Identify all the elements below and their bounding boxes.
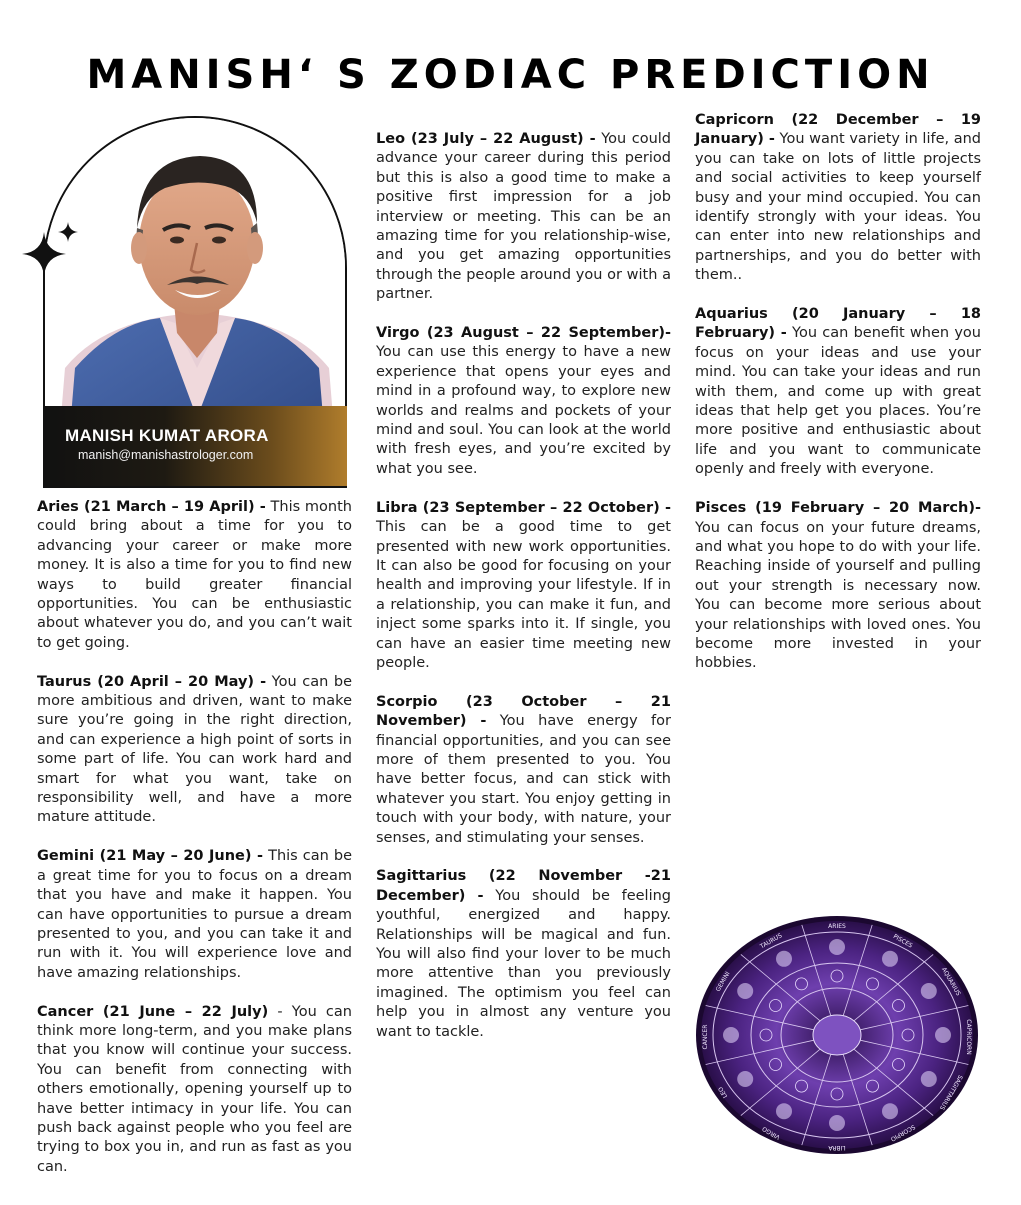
prediction-leo xyxy=(376,130,671,305)
prediction-heading: Sagittarius (22 November -21 December) - xyxy=(376,868,671,904)
prediction-heading: Aquarius (20 January – 18 February) - xyxy=(695,306,981,342)
prediction-gemini xyxy=(37,847,352,983)
page-title: MANISH‘ S ZODIAC PREDICTION xyxy=(86,52,935,98)
prediction-libra xyxy=(376,499,671,674)
prediction-heading: Virgo (23 August – 22 September)- xyxy=(376,325,671,342)
wheel-sign-figure xyxy=(921,983,937,999)
prediction-taurus xyxy=(37,673,352,828)
prediction-text: You should be feeling youthful, energized and happy. Relationships will be magical and fun. You will also find your lover to be much more attentive than you previously imagined. The optimism you feel can help you in almost any venture you want to tackle. xyxy=(376,887,671,1040)
prediction-heading: Taurus (20 April – 20 May) - xyxy=(37,673,267,690)
wheel-sign-label: AQUARIUS xyxy=(940,966,962,998)
prediction-text: You can be more ambitious and driven, want to make sure you’re going in the right direction, and can experience a high point of sorts in some part of life. You can work hard and smart for what you want, take on responsibility well, and have a more mature attitude. xyxy=(37,673,352,826)
prediction-text: You could advance your career during this period but this is also a good time to make a positive first impression for a job interview or meeting. This can be an amazing time for you relationship-wise, and you get amazing opportunities through the people around you or with a partner. xyxy=(376,131,671,303)
zodiac-wheel-icon xyxy=(695,915,979,1155)
prediction-heading: Scorpio (23 October – 21 November) - xyxy=(376,693,671,730)
wheel-sign-label: CAPRICORN xyxy=(965,1019,972,1055)
prediction-heading: Pisces (19 February – 20 March)- xyxy=(695,500,981,517)
author-email: manish@manishastrologer.com xyxy=(78,448,254,462)
wheel-sign-figure xyxy=(776,951,792,967)
wheel-sign-label: LEO xyxy=(717,1085,730,1100)
column-2 xyxy=(376,130,671,1042)
column-3 xyxy=(695,111,981,674)
wheel-sign-label: PISCES xyxy=(891,933,914,950)
prediction-aries xyxy=(37,498,352,653)
prediction-heading: Leo (23 July – 22 August) - xyxy=(376,131,596,147)
wheel-sign-label: TAURUS xyxy=(759,932,784,951)
prediction-heading: Gemini (21 May – 20 June) - xyxy=(37,848,264,865)
prediction-heading: Capricorn (22 December – 19 January) - xyxy=(695,112,981,148)
wheel-sign-figure xyxy=(776,1103,792,1119)
author-nameplate xyxy=(43,406,347,486)
wheel-sign-label: LIBRA xyxy=(828,1144,846,1151)
prediction-text: This can be a great time for you to focus on a dream that you have and make it happen. You can have opportunities to pursue a dream presented to you, and you can take it and run with it. You will experience love and have amazing relationships. xyxy=(37,848,352,981)
wheel-sign-figure xyxy=(737,1071,753,1087)
wheel-sign-label: VIRGO xyxy=(761,1124,782,1141)
wheel-sign-figure xyxy=(882,1103,898,1119)
wheel-sign-figure xyxy=(723,1027,739,1043)
prediction-text: You can focus on your future dreams, and what you hope to do with your life. Reaching inside of yourself and pulling out your strength is necessary now. You can become more serious about your relationships with loved ones. You become more invested in your hobbies. xyxy=(695,519,981,672)
prediction-heading: Libra (23 September – 22 October) - xyxy=(376,499,671,516)
prediction-text: You want variety in life, and you can take on lots of little projects and social activities to keep yourself busy and your mind occupied. You can identify strongly with your ideas. You can enter into new relationships and partnerships, and you do better with them.. xyxy=(695,131,982,284)
prediction-pisces xyxy=(695,499,981,674)
prediction-aquarius xyxy=(695,305,981,480)
wheel-sign-label: GEMINI xyxy=(714,970,732,993)
wheel-sign-label: SAGITTARIUS xyxy=(938,1073,964,1112)
wheel-sign-figure xyxy=(829,939,845,955)
wheel-sign-label: CANCER xyxy=(702,1024,709,1050)
prediction-text: This can be a good time to get presented with new work opportunities. It can also be good for focusing on your health and improving your lifestyle. If in a relationship, you can make it fun, and inject some sparks into it. If single, you can have an easier time meeting new people. xyxy=(376,519,671,671)
sparkle-icon xyxy=(58,222,78,242)
wheel-sign-label: SCORPIO xyxy=(889,1122,917,1143)
prediction-text: - You can think more long-term, and you make plans that you know will continue your success. You can benefit from connecting with others emotionally, opening yourself up to have better intimacy in your life. You can push back against people who you feel are trying to box you in, and run as fast as you can. xyxy=(37,1003,352,1175)
wheel-sign-figure xyxy=(737,983,753,999)
prediction-cancer xyxy=(37,1003,352,1178)
prediction-virgo xyxy=(376,324,671,479)
column-1 xyxy=(37,498,352,1177)
wheel-sign-figure xyxy=(882,951,898,967)
prediction-heading: Cancer (21 June – 22 July) xyxy=(37,1003,269,1020)
prediction-text: You can benefit when you focus on your ideas and use your mind. You can take your ideas and run with them, and come up with great ideas that help get you places. You’re more positive and enthusiastic about life and you want to communicate openly and freely with everyone. xyxy=(695,325,981,478)
wheel-sign-label: ARIES xyxy=(828,923,846,930)
prediction-sagittarius xyxy=(376,867,671,1042)
wheel-sign-figure xyxy=(829,1115,845,1131)
wheel-sign-figure xyxy=(921,1071,937,1087)
prediction-text: You have energy for financial opportunities, and you can see more of them presented to you. You have better focus, and can stick with whatever you start. You enjoy getting in touch with your body, with nature, your senses, and stimulating your senses. xyxy=(376,713,671,846)
prediction-capricorn xyxy=(695,111,981,286)
wheel-sign-figure xyxy=(935,1027,951,1043)
prediction-scorpio xyxy=(376,693,671,848)
prediction-heading: Aries (21 March – 19 April) - xyxy=(37,499,266,515)
author-name: MANISH KUMAT ARORA xyxy=(65,426,269,445)
prediction-text: This month could bring about a time for you to advancing your career or make more money. It is also a time for you to find new ways to build greater financial opportunities. You can be enthusiastic about whatever you do, and you can’t wait to get going. xyxy=(37,499,352,651)
prediction-text: You can use this energy to have a new experience that opens your eyes and mind in a profound way, to explore new worlds and realms and pockets of your mind and soul. You can look at the world with fresh eyes, and you’re excited by what you see. xyxy=(376,344,671,477)
